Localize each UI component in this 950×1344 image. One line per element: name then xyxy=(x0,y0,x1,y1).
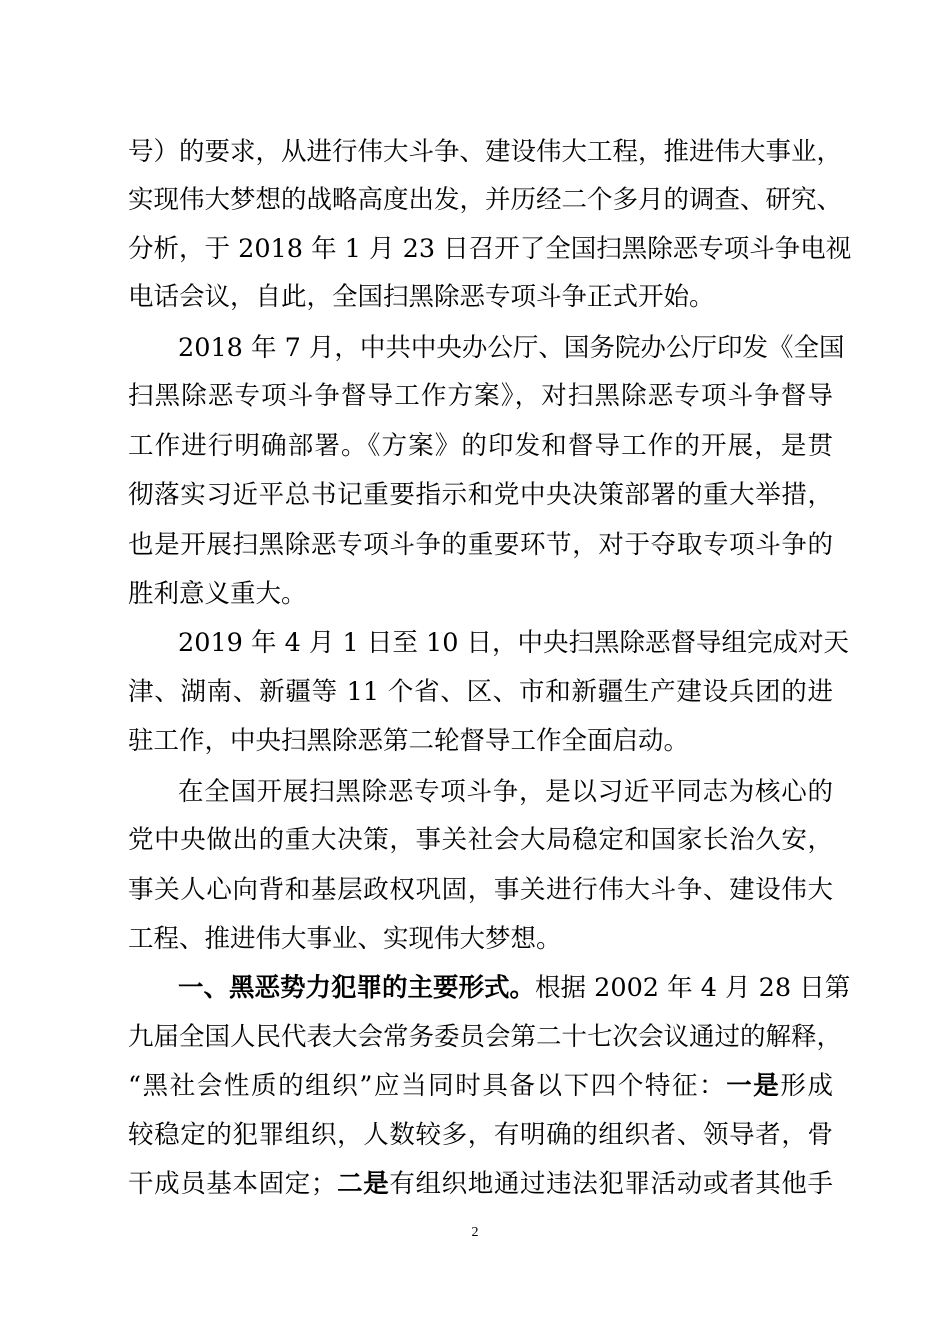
text-line: 2018 年 7 月，中共中央办公厅、国务院办公厅印发《全国 xyxy=(178,333,845,363)
inline-text: 根据 2002 年 4 月 28 日第 xyxy=(535,973,851,1003)
inline-text: 有组织地通过违法犯罪活动或者其他手 xyxy=(389,1169,833,1199)
text-line: 工作进行明确部署。《方案》的印发和督导工作的开展，是贯 xyxy=(128,431,833,461)
text-line: 实现伟大梦想的战略高度出发，并历经二个多月的调查、研究、 xyxy=(128,185,843,215)
inline-text: 形成 xyxy=(780,1071,833,1101)
emphasis-text: 一是 xyxy=(726,1071,781,1101)
text-line: 2019 年 4 月 1 日至 10 日，中央扫黑除恶督导组完成对天 xyxy=(178,628,850,658)
text-line xyxy=(128,1066,833,1106)
inline-text: “黑社会性质的组织”应当同时具备以下四个特征： xyxy=(128,1071,727,1101)
text-line: 较稳定的犯罪组织，人数较多，有明确的组织者、领导者，骨 xyxy=(128,1120,833,1150)
text-line: 扫黑除恶专项斗争督导工作方案》，对扫黑除恶专项斗争督导 xyxy=(128,381,833,411)
text-line: 也是开展扫黑除恶专项斗争的重要环节，对于夺取专项斗争的 xyxy=(128,530,833,560)
text-line: 津、湖南、新疆等 11 个省、区、市和新疆生产建设兵团的进 xyxy=(128,677,833,707)
text-line: 电话会议，自此，全国扫黑除恶专项斗争正式开始。 xyxy=(128,282,715,312)
text-line: 工程、推进伟大事业、实现伟大梦想。 xyxy=(128,924,562,954)
text-line: 胜利意义重大。 xyxy=(128,579,307,609)
text-line: 在全国开展扫黑除恶专项斗争，是以习近平同志为核心的 xyxy=(178,777,833,807)
text-line: 彻落实习近平总书记重要指示和党中央决策部署的重大举措， xyxy=(128,480,833,510)
inline-text: 干成员基本固定； xyxy=(128,1169,337,1199)
text-line: 号）的要求，从进行伟大斗争、建设伟大工程，推进伟大事业， xyxy=(128,137,843,167)
emphasis-text: 二是 xyxy=(336,1169,390,1199)
text-line xyxy=(178,968,851,1008)
page-number: 2 xyxy=(471,1225,479,1240)
text-line: 事关人心向背和基层政权巩固，事关进行伟大斗争、建设伟大 xyxy=(128,875,833,905)
text-line xyxy=(128,1164,833,1204)
text-line: 九届全国人民代表大会常务委员会第二十七次会议通过的解释， xyxy=(128,1022,843,1052)
text-line: 党中央做出的重大决策，事关社会大局稳定和国家长治久安， xyxy=(128,825,833,855)
text-line: 分析，于 2018 年 1 月 23 日召开了全国扫黑除恶专项斗争电视 xyxy=(128,234,852,264)
text-line: 驻工作，中央扫黑除恶第二轮督导工作全面启动。 xyxy=(128,726,690,756)
section-heading: 一、黑恶势力犯罪的主要形式。 xyxy=(178,973,536,1003)
